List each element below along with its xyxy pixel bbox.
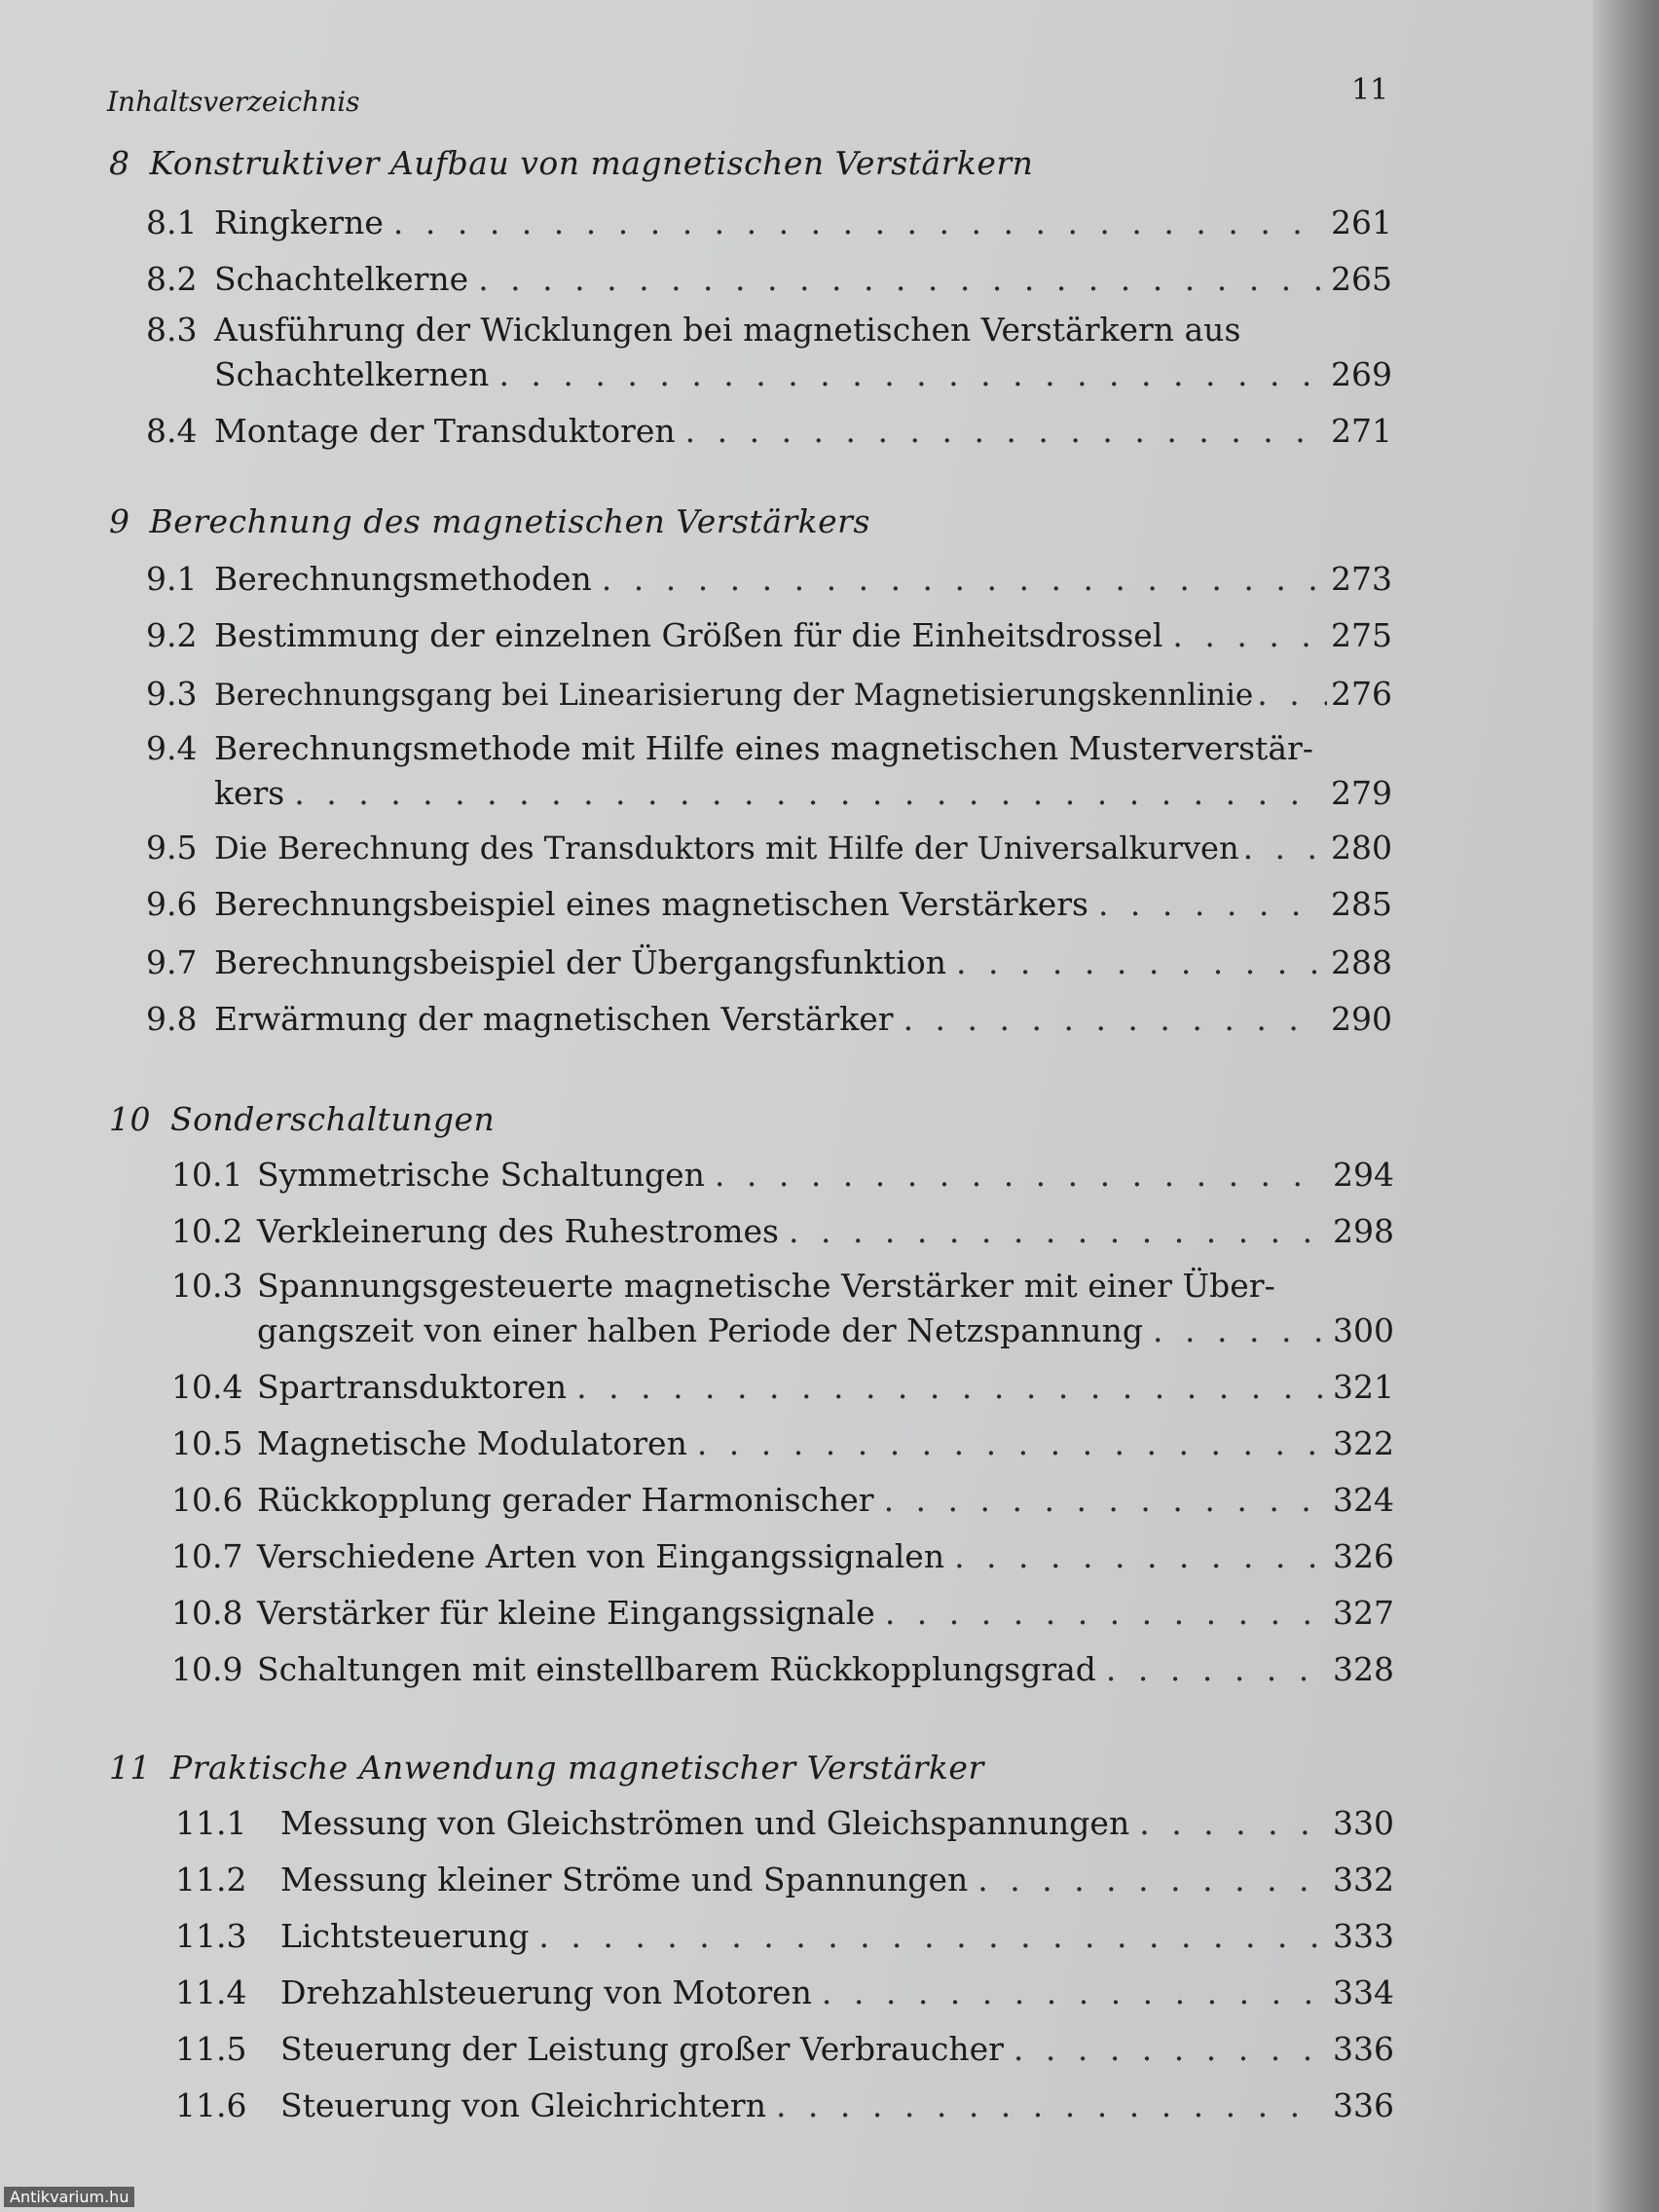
running-header: Inhaltsverzeichnis [107,86,360,118]
section-number: 9.8 [146,1000,198,1038]
section-title: Schachtelkernen [214,355,490,393]
section-title: Bestimmung der einzelnen Größen für die Einheitsdrossel [214,616,1163,654]
section-title: Magnetische Modulatoren [257,1424,687,1462]
page-ref: 294 [1333,1156,1394,1194]
section-title: Erwärmung der magnetischen Verstärker [214,1000,894,1038]
section-title: Schaltungen mit einstellbarem Rückkopplungsgrad [257,1650,1096,1688]
page-ref: 279 [1331,774,1392,812]
page-ref: 275 [1331,616,1392,654]
section-number: 9.5 [146,829,198,866]
section-title: Steuerung von Gleichrichtern [280,2086,766,2124]
section-number: 11.6 [175,2086,247,2124]
leader-dots [498,352,1321,397]
page-ref: 336 [1333,2086,1394,2124]
chapter-number: 10 [109,1100,151,1138]
chapter-heading [109,1749,1394,1787]
toc-entry [175,2027,1394,2072]
section-title: Schachtelkerne [214,260,469,298]
leader-dots [697,1421,1323,1466]
chapter-number: 9 [109,502,130,540]
leader-dots [884,1478,1323,1523]
toc-entry [146,201,1392,245]
toc-entry [171,1421,1394,1466]
leader-dots [1014,2027,1323,2072]
section-number: 8.1 [146,203,198,241]
section-title: Spartransduktoren [257,1368,568,1406]
section-number: 10.7 [171,1537,243,1575]
section-number: 11.3 [175,1917,247,1955]
leader-dots [393,201,1321,245]
section-title: Berechnungsbeispiel der Übergangsfunktion [214,943,946,981]
toc-entry [171,1365,1394,1410]
section-number: 10.2 [171,1212,243,1250]
section-title: Lichtsteuerung [280,1917,530,1955]
page-ref: 324 [1333,1481,1394,1519]
page-ref: 285 [1331,885,1392,923]
chapter-title: Berechnung des magnetischen Verstärkers [149,502,870,540]
leader-dots [538,1914,1323,1959]
toc-entry [146,940,1392,985]
toc-entry [175,1801,1394,1846]
section-title: Ringkerne [214,203,384,241]
toc-entry [146,826,1392,870]
section-title: Symmetrische Schaltungen [257,1156,705,1194]
section-title: Berechnungsbeispiel eines magnetischen Verstärkers [214,885,1088,923]
toc-entry [175,2083,1394,2128]
page-ref: 336 [1333,2030,1394,2068]
leader-dots [789,1209,1323,1254]
page-ref: 261 [1331,203,1392,241]
section-number: 9.1 [146,560,198,598]
toc-entry [175,1914,1394,1959]
section-title: Steuerung der Leistung großer Verbraucher [280,2030,1004,2068]
section-title: Montage der Transduktoren [214,412,676,450]
page-ref: 273 [1331,560,1392,598]
section-number: 10.6 [171,1481,243,1519]
section-number: 10.5 [171,1424,243,1462]
chapter-number: 11 [109,1749,151,1787]
leader-dots [776,2083,1323,2128]
toc-entry [175,1858,1394,1902]
toc-entry [146,726,1392,816]
section-title: kers [214,774,285,812]
toc-entry [171,1647,1394,1692]
section-number: 10.3 [171,1267,243,1305]
section-title: Verschiedene Arten von Eingangssignalen [257,1537,945,1575]
section-title-line: Ausführung der Wicklungen bei magnetischen Verstärkern aus [214,311,1241,349]
page-ref: 333 [1333,1917,1394,1955]
toc-entry [146,882,1392,927]
section-title: Berechnungsmethoden [214,560,592,598]
section-title: Verkleinerung des Ruhestromes [257,1212,779,1250]
section-number: 8.4 [146,412,198,450]
section-title-line: Spannungsgesteuerte magnetische Verstärker mit einer Über- [257,1267,1275,1305]
toc-entry [171,1153,1394,1198]
toc-entry [171,1591,1394,1636]
toc-entry [171,1478,1394,1523]
toc-entry [175,1971,1394,2015]
section-number: 10.4 [171,1368,243,1406]
section-number: 11.2 [175,1861,247,1899]
section-title: Die Berechnung des Transduktors mit Hilfe der Universalkurven [214,830,1239,866]
page-ref: 334 [1333,1973,1394,2011]
section-number: 9.4 [146,729,198,767]
section-title: Rückkopplung gerader Harmonischer [257,1481,874,1519]
page-ref: 298 [1333,1212,1394,1250]
page-ref: 271 [1331,412,1392,450]
chapter-heading [109,502,1394,540]
leader-dots [1139,1801,1323,1846]
chapter-number: 8 [109,144,130,182]
toc-entry [146,257,1392,302]
page-number: 11 [1351,73,1389,107]
leader-dots [685,409,1321,454]
leader-dots [822,1971,1323,2015]
page-ref: 288 [1331,943,1392,981]
section-title: Verstärker für kleine Eingangssignale [257,1594,875,1632]
section-number: 9.7 [146,943,198,981]
toc-entry [146,997,1392,1042]
page-ref: 322 [1333,1424,1394,1462]
section-number: 8.2 [146,260,198,298]
page-ref: 269 [1331,355,1392,393]
section-number: 10.1 [171,1156,243,1194]
section-number: 10.9 [171,1650,243,1688]
section-title: gangszeit von einer halben Periode der Netzspannung [257,1311,1144,1349]
section-number: 9.3 [146,675,198,713]
toc-entry [171,1209,1394,1254]
section-number: 9.6 [146,885,198,923]
leader-dots [1153,1309,1323,1353]
toc-entry [146,672,1392,718]
leader-dots [885,1591,1323,1636]
toc-entry [146,308,1392,397]
leader-dots [903,997,1321,1042]
toc-entry [146,613,1392,658]
leader-dots [294,771,1321,816]
leader-dots [602,557,1321,602]
section-number: 11.1 [175,1804,247,1842]
section-title: Berechnungsgang bei Linearisierung der Magnetisierungskennlinie [214,678,1254,713]
section-number: 11.4 [175,1973,247,2011]
section-title: Messung kleiner Ströme und Spannungen [280,1861,969,1899]
section-title: Drehzahlsteuerung von Motoren [280,1973,812,2011]
section-title: Messung von Gleichströmen und Gleichspannungen [280,1804,1130,1842]
section-number: 11.5 [175,2030,247,2068]
page-ref: 300 [1333,1311,1394,1349]
leader-dots [576,1365,1323,1410]
watermark: Antikvarium.hu [4,2187,134,2207]
leader-dots [1098,882,1321,927]
page-ref: 332 [1333,1861,1394,1899]
page-ref: 328 [1333,1650,1394,1688]
leader-dots [977,1858,1323,1902]
leader-dots [1106,1647,1323,1692]
leader-dots [478,257,1321,302]
chapter-heading [109,1100,1394,1138]
toc-entry [146,409,1392,454]
page-ref: 326 [1333,1537,1394,1575]
leader-dots [956,940,1321,985]
leader-dots [1257,672,1327,717]
section-number: 9.2 [146,616,198,654]
page-edge-shadow [1593,0,1659,2212]
page-ref: 330 [1333,1804,1394,1842]
leader-dots [1243,826,1327,870]
chapter-heading [109,144,1394,182]
page-ref: 321 [1333,1368,1394,1406]
leader-dots [715,1153,1323,1198]
toc-entry [171,1534,1394,1579]
page-ref: 265 [1331,260,1392,298]
page-ref: 327 [1333,1594,1394,1632]
chapter-title: Praktische Anwendung magnetischer Verstärker [170,1749,984,1787]
section-number: 8.3 [146,311,198,349]
toc-entry [146,557,1392,602]
page-ref: 280 [1331,829,1392,866]
page-ref: 290 [1331,1000,1392,1038]
toc-entry [171,1264,1394,1353]
section-number: 10.8 [171,1594,243,1632]
leader-dots [1172,613,1321,658]
chapter-title: Konstruktiver Aufbau von magnetischen Verstärkern [149,144,1034,182]
page-ref: 276 [1331,675,1392,713]
section-title-line: Berechnungsmethode mit Hilfe eines magnetischen Musterverstär- [214,729,1313,767]
leader-dots [954,1534,1323,1579]
chapter-title: Sonderschaltungen [170,1100,496,1138]
